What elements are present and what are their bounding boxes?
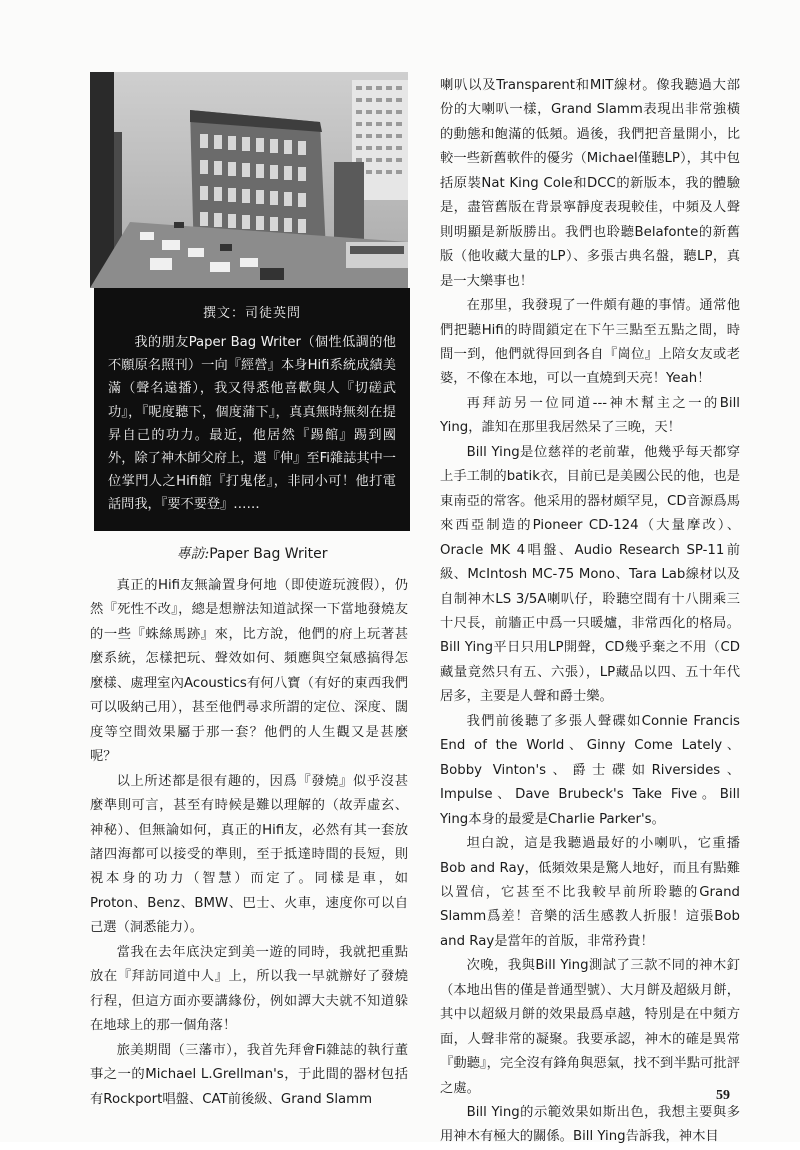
intro-box xyxy=(94,288,410,531)
intro-text: 我的朋友Paper Bag Writer（個性低調的他不願原名照刊）一向『經營』本身Hifi系統成績美滿（聲名遠播），我又得悉他喜歡與人『切磋武功』，『呢度聽下，個度蒲下』，真真無時無刻在提昇自己的功力。最近，他居然『踢館』踢到國外，除了神木師父府上，還『伸』至Fi雜誌其中一位掌門人之Hifi館『打鬼佬』，非同小可！他打電話問我，『要不要登』…… xyxy=(108,335,396,513)
paragraph: 當我在去年底決定到美一遊的同時，我就把重點放在『拜訪同道中人』上，所以我一早就辦好了發燒行程，但這方面亦要講緣份，例如譚大夫就不知道躲在地球上的那一個角落！ xyxy=(90,944,408,1034)
paragraph: 真正的Hifi友無論置身何地（即使遊玩渡假），仍然『死性不改』，總是想辦法知道試探一下當地發燒友的一些『蛛絲馬跡』來，比方說，他們的府上玩著甚麼系統，怎樣把玩、聲效如何、頻應與空氣感搞得怎麼樣、處理室內Acoustics有何八寶（有好的東西我們可以吸納己用），甚至他們尋求所謂的定位、深度、闊度等空間效果屬于那一套？他們的人生觀又是甚麼呢？ xyxy=(90,578,408,765)
page-number: 59 xyxy=(716,1088,730,1103)
paragraph: 喇叭以及Transparent和MIT線材。像我聽過大部份的大喇叭一樣，Grand Slamm表現出非常強橫的動態和飽滿的低頻。過後，我們把音量開小，比較一些新舊軟件的優劣（Michael僅聽LP），其中包括原裝Nat King Cole和DCC的新版本，我的體驗是，盡管舊版在背景寧靜度表現較佳，中頻及人聲則明顯是新版勝出。我們也聆聽Belafonte的新舊版（他收藏大量的LP）、多張古典名盤，聽LP，真是一大樂事也！ xyxy=(440,78,740,289)
byline: 撰文：司徒英問 xyxy=(202,306,301,321)
building-photo-illustration xyxy=(90,72,408,288)
paragraph: Bill Ying的示範效果如斯出色，我想主要與多用神木有極大的關係。Bill Ying告訴我，神木目 xyxy=(440,1105,740,1145)
paragraph: 旅美期間（三藩市），我首先拜會Fi雜誌的執行董事之一的Michael L.Grellman's，于此間的器材包括有Rockport唱盤、CAT前後級、Grand Slamm xyxy=(90,1042,408,1107)
paragraph: 以上所述都是很有趣的，因爲『發燒』似乎沒甚麼準則可言，甚至有時候是難以理解的（故弄虛玄、神秘）、但無論如何，真正的Hifi友，必然有其一套放諸四海都可以接受的準則，至于抵達時間的長短，則視本身的功力（智慧）而定了。同樣是車，如Proton、Benz、BMW、巴士、火車，速度你可以自己選（洞悉能力）。 xyxy=(90,773,408,936)
paragraph: 在那里，我發現了一件頗有趣的事情。通常他們把聽Hifi的時間鎖定在下午三點至五點之間，時間一到，他們就得回到各自『崗位』上陪女友或老婆，不像在本地，可以一直燒到天亮！Yeah！ xyxy=(440,298,740,387)
paragraph: 坦白說，這是我聽過最好的小喇叭，它重播Bob and Ray，低頻效果是驚人地好，而且有點難以置信，它甚至不比我較早前所聆聽的Grand Slamm爲差！音樂的活生感教人折服！這張Bob and Ray是當年的首版，非常矜貴！ xyxy=(440,836,740,949)
interview-credit xyxy=(96,543,408,563)
interviewee-name: Paper Bag Writer xyxy=(209,546,328,562)
paragraph: 再拜訪另一位同道---神木幫主之一的Bill Ying，誰知在那里我居然呆了三晚，天！ xyxy=(440,395,740,436)
interview-prefix: 專訪: xyxy=(176,546,210,562)
building-photo xyxy=(90,72,408,288)
left-column xyxy=(90,574,408,1112)
paragraph: 我們前後聽了多張人聲碟如Connie Francis End of the World、Ginny Come Lately、Bobby Vinton's、爵士碟如Riversides、Impulse、Dave Brubeck's Take Five。Bill Ying本身的最愛是Charlie Parker's。 xyxy=(440,713,740,827)
paragraph: Bill Ying是位慈祥的老前輩，他幾乎每天都穿上手工制的batik衣，目前已是美國公民的他，也是東南亞的常客。他采用的器材頗罕見，CD音源爲馬來西亞制造的Pioneer CD-124（大量摩改）、Oracle MK 4唱盤、Audio Research SP-11前級、McIntosh MC-75 Mono、Tara Lab線材以及自制神木LS 3/5A喇叭仔，聆聽空間有十八開乘三十尺長，前牆正中爲一只暖爐，非常西化的格局。Bill Ying平日只用LP開聲，CD幾乎棄之不用（CD藏量竟然只有五、六張），LP藏品以四、五十年代居多，主要是人聲和爵士樂。 xyxy=(440,444,740,705)
paragraph: 次晚，我與Bill Ying測試了三款不同的神木釘（本地出售的僅是普通型號）、大月餅及超級月餅，其中以超級月餅的效果最爲卓越，特別是在中頻方面，人聲非常的凝聚。我要承認，神木的確是異常『動聽』，完全沒有鋒角與惡氣，找不到半點可批評之處。 xyxy=(440,958,740,1096)
right-column xyxy=(440,74,740,1150)
